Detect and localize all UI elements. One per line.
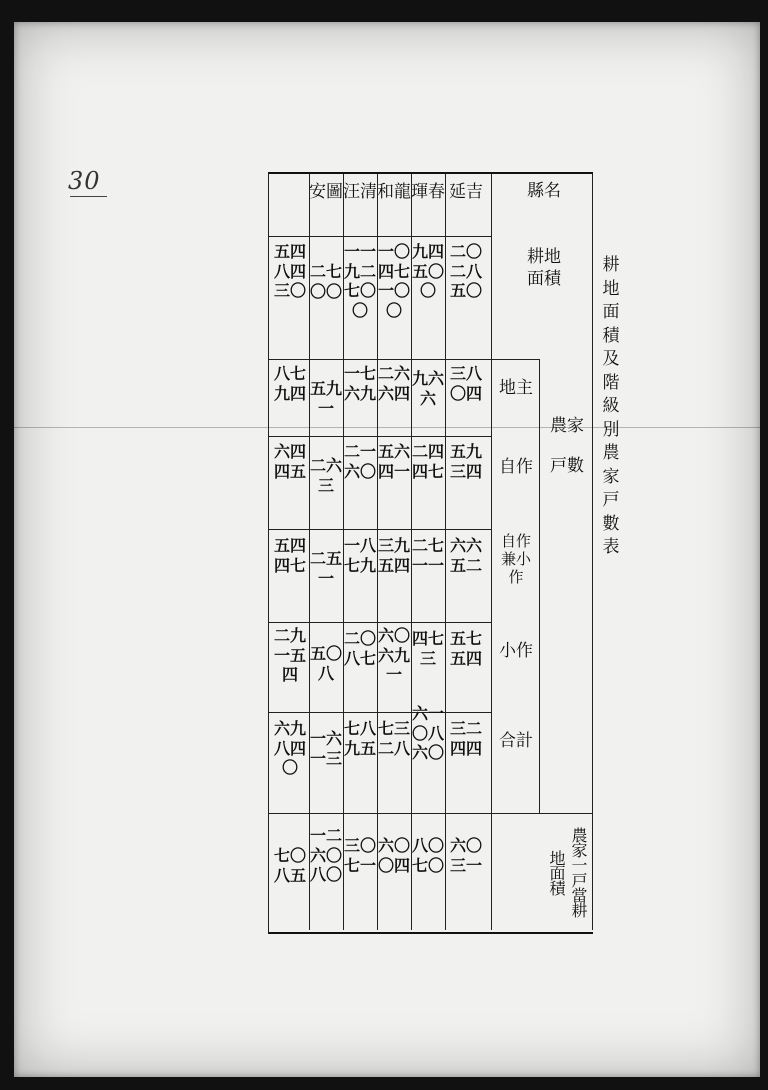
- header-tenant: 小作: [499, 641, 533, 661]
- county-name: 琿春: [411, 182, 445, 202]
- tenant-count: 六〇六九一: [377, 626, 410, 684]
- landlord-count: 二六六四: [377, 364, 410, 403]
- document-page: [14, 22, 760, 1077]
- tenant-count: 五〇八: [309, 644, 342, 683]
- table-title: 耕地面積及階級別農家戸數表: [602, 255, 620, 557]
- landlord-count: 一七六九: [343, 364, 376, 403]
- per-household-area: 七〇八五: [273, 846, 306, 885]
- page-number: 30: [68, 167, 101, 195]
- farmland-area: 一〇四七一〇〇: [377, 242, 410, 320]
- landlord-count: 五九一: [309, 379, 342, 418]
- total-count: 七三二八: [377, 719, 410, 758]
- per-household-area: 八〇七〇: [411, 836, 444, 875]
- tenant-count: 二九一五四: [273, 626, 306, 684]
- farmland-area: 九四五〇〇: [411, 242, 444, 300]
- owner-count: 二六三: [309, 456, 342, 495]
- county-name: 安圖: [309, 182, 343, 202]
- farmland-area: 二〇二八五〇: [449, 242, 482, 300]
- owner-tenant-count: 三九五四: [377, 536, 410, 575]
- farmland-area: 二七〇〇: [309, 262, 342, 301]
- tenant-count: 五七五四: [449, 629, 482, 668]
- owner-count: 五六四一: [377, 442, 410, 481]
- header-per-household-area: 農家一戸當耕地面積: [547, 827, 588, 917]
- header-owner-tenant: 自作兼小作: [500, 532, 531, 586]
- county-name: 汪清: [343, 182, 377, 202]
- landlord-count: 八七九四: [273, 364, 306, 403]
- per-household-area: 三〇七一: [343, 836, 376, 875]
- tenant-count: 二〇八七: [343, 629, 376, 668]
- owner-tenant-count: 五四四七: [273, 536, 306, 575]
- header-farmland-area: 耕地面積: [527, 247, 561, 289]
- total-count: 七八九五: [343, 719, 376, 758]
- owner-count: 五九三四: [449, 442, 482, 481]
- owner-tenant-count: 六六五二: [449, 536, 482, 575]
- landlord-count: 三八〇四: [449, 364, 482, 403]
- header-county: 縣名: [527, 181, 561, 201]
- county-name: 延吉: [449, 182, 483, 202]
- per-household-area: 六〇〇四: [377, 836, 410, 875]
- total-count: 一六一三: [309, 729, 342, 768]
- landlord-count: 九六六: [411, 369, 444, 408]
- total-count: 六九八四〇: [273, 719, 306, 777]
- header-landlord: 地主: [499, 378, 533, 398]
- header-owner: 自作: [499, 457, 533, 477]
- owner-tenant-count: 二七一一: [411, 536, 444, 575]
- per-household-area: 一二六〇八〇: [309, 826, 342, 884]
- owner-tenant-count: 二五一: [309, 549, 342, 588]
- farmland-area: 五四八四三〇: [273, 242, 306, 300]
- statistics-table: [268, 172, 593, 934]
- per-household-area: 六〇三一: [449, 836, 482, 875]
- county-name: 和龍: [377, 182, 411, 202]
- header-households: 農家戸數: [550, 416, 584, 476]
- owner-count: 二四四七: [411, 442, 444, 481]
- farmland-area: 一一九二七〇〇: [343, 242, 376, 320]
- owner-count: 六四四五: [273, 442, 306, 481]
- owner-tenant-count: 一八七九: [343, 536, 376, 575]
- header-total: 合計: [499, 731, 533, 751]
- total-count: 六一〇八六〇: [411, 704, 444, 762]
- total-count: 三二四四: [449, 719, 482, 758]
- owner-count: 二一六〇: [343, 442, 376, 481]
- tenant-count: 四七三: [411, 629, 444, 668]
